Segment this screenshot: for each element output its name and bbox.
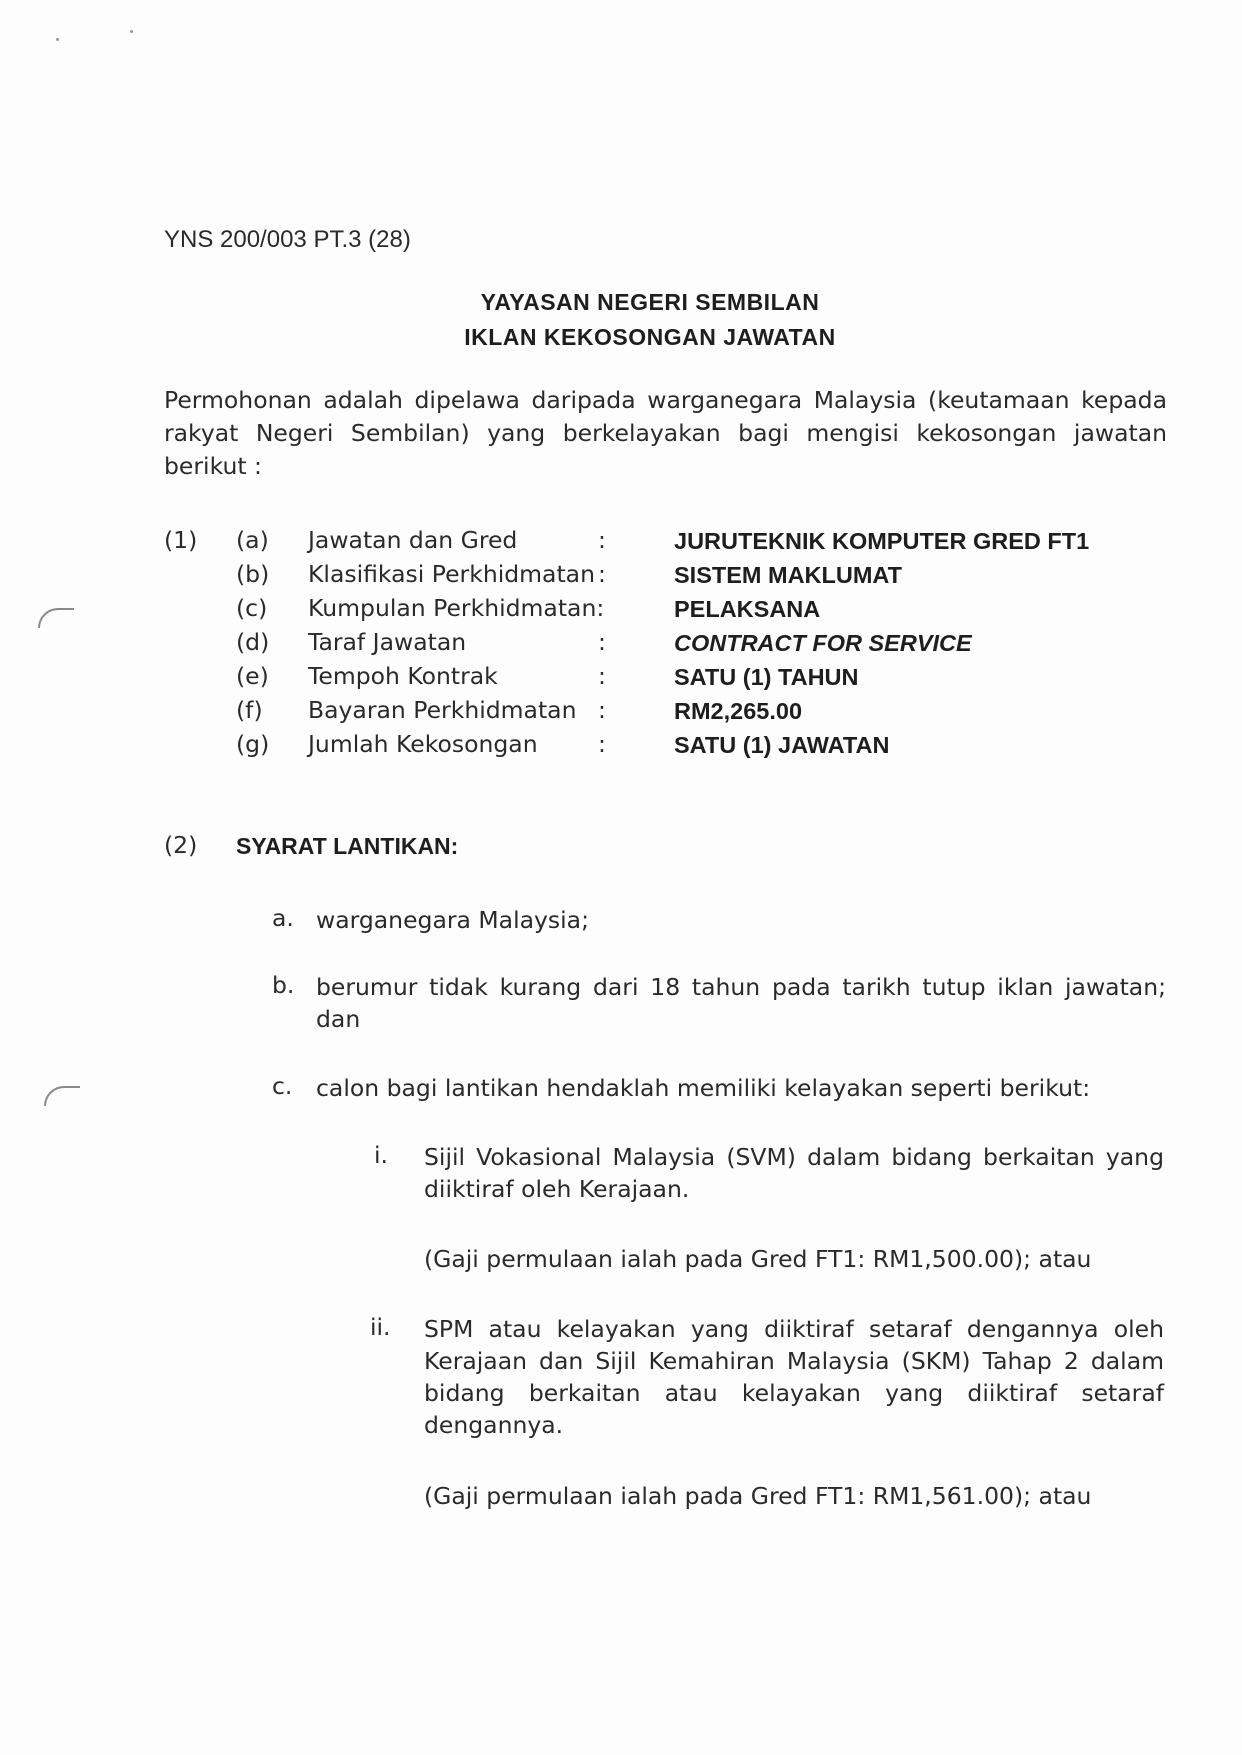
row-label: Bayaran Perkhidmatan [308, 696, 577, 724]
section-number: (1) [164, 526, 198, 554]
scan-speck [130, 30, 133, 33]
item-marker: b. [272, 971, 295, 999]
subitem-marker: ii. [370, 1313, 391, 1341]
row-label: Tempoh Kontrak [308, 662, 498, 690]
row-value: SATU (1) TAHUN [674, 664, 859, 690]
intro-paragraph: Permohonan adalah dipelawa daripada warganegara Malaysia (keutamaan kepada rakyat Negeri Sembilan) yang berkelayakan bagi mengisi kekosongan jawatan berikut : [164, 386, 1167, 480]
subitem-salary: (Gaji permulaan ialah pada Gred FT1: RM1,500.00); atau [424, 1245, 1092, 1273]
subitem-text: SPM atau kelayakan yang diiktiraf setaraf dengannya oleh Kerajaan dan Sijil Kemahiran Malaysia (SKM) Tahap 2 dalam bidang berkaitan atau kelayakan yang diiktiraf setaraf dengannya. [424, 1315, 1164, 1439]
row-letter: (c) [236, 594, 268, 622]
binder-hole-mark [38, 608, 74, 628]
row-colon: : [598, 662, 606, 690]
row-letter: (a) [236, 526, 269, 554]
row-value: PELAKSANA [674, 596, 821, 622]
row-colon: : [598, 560, 606, 588]
row-value: CONTRACT FOR SERVICE [674, 630, 972, 656]
advertisement-title: IKLAN KEKOSONGAN JAWATAN [464, 324, 836, 350]
organization-title: YAYASAN NEGERI SEMBILAN [480, 289, 820, 315]
section-heading: SYARAT LANTIKAN: [236, 833, 459, 859]
row-value: JURUTEKNIK KOMPUTER GRED FT1 [674, 528, 1090, 554]
reference-number: YNS 200/003 PT.3 (28) [164, 226, 411, 253]
row-letter: (d) [236, 628, 270, 656]
subitem-salary: (Gaji permulaan ialah pada Gred FT1: RM1,561.00); atau [424, 1482, 1092, 1510]
row-letter: (g) [236, 730, 270, 758]
row-label: Jawatan dan Gred [308, 526, 518, 554]
row-value: SATU (1) JAWATAN [674, 732, 890, 758]
row-value: RM2,265.00 [674, 698, 803, 724]
row-label: Taraf Jawatan [308, 628, 467, 656]
row-colon: : [598, 696, 606, 724]
item-marker: a. [272, 904, 294, 932]
row-colon: : [598, 730, 606, 758]
binder-hole-mark [44, 1086, 80, 1106]
row-label: Klasifikasi Perkhidmatan [308, 560, 595, 588]
row-colon: : [598, 628, 606, 656]
scan-speck [56, 38, 59, 41]
row-letter: (f) [236, 696, 263, 724]
item-text: warganegara Malaysia; [316, 906, 589, 934]
item-text: berumur tidak kurang dari 18 tahun pada tarikh tutup iklan jawatan; dan [316, 973, 1166, 1033]
section-number: (2) [164, 831, 198, 859]
row-letter: (b) [236, 560, 270, 588]
row-label: Jumlah Kekosongan [308, 730, 538, 758]
row-label: Kumpulan Perkhidmatan: [308, 594, 605, 622]
subitem-marker: i. [374, 1141, 388, 1169]
row-colon: : [598, 526, 606, 554]
subitem-text: Sijil Vokasional Malaysia (SVM) dalam bidang berkaitan yang diiktiraf oleh Kerajaan. [424, 1143, 1164, 1203]
item-marker: c. [272, 1072, 293, 1100]
row-value: SISTEM MAKLUMAT [674, 562, 903, 588]
row-letter: (e) [236, 662, 269, 690]
item-text: calon bagi lantikan hendaklah memiliki kelayakan seperti berikut: [316, 1074, 1091, 1102]
